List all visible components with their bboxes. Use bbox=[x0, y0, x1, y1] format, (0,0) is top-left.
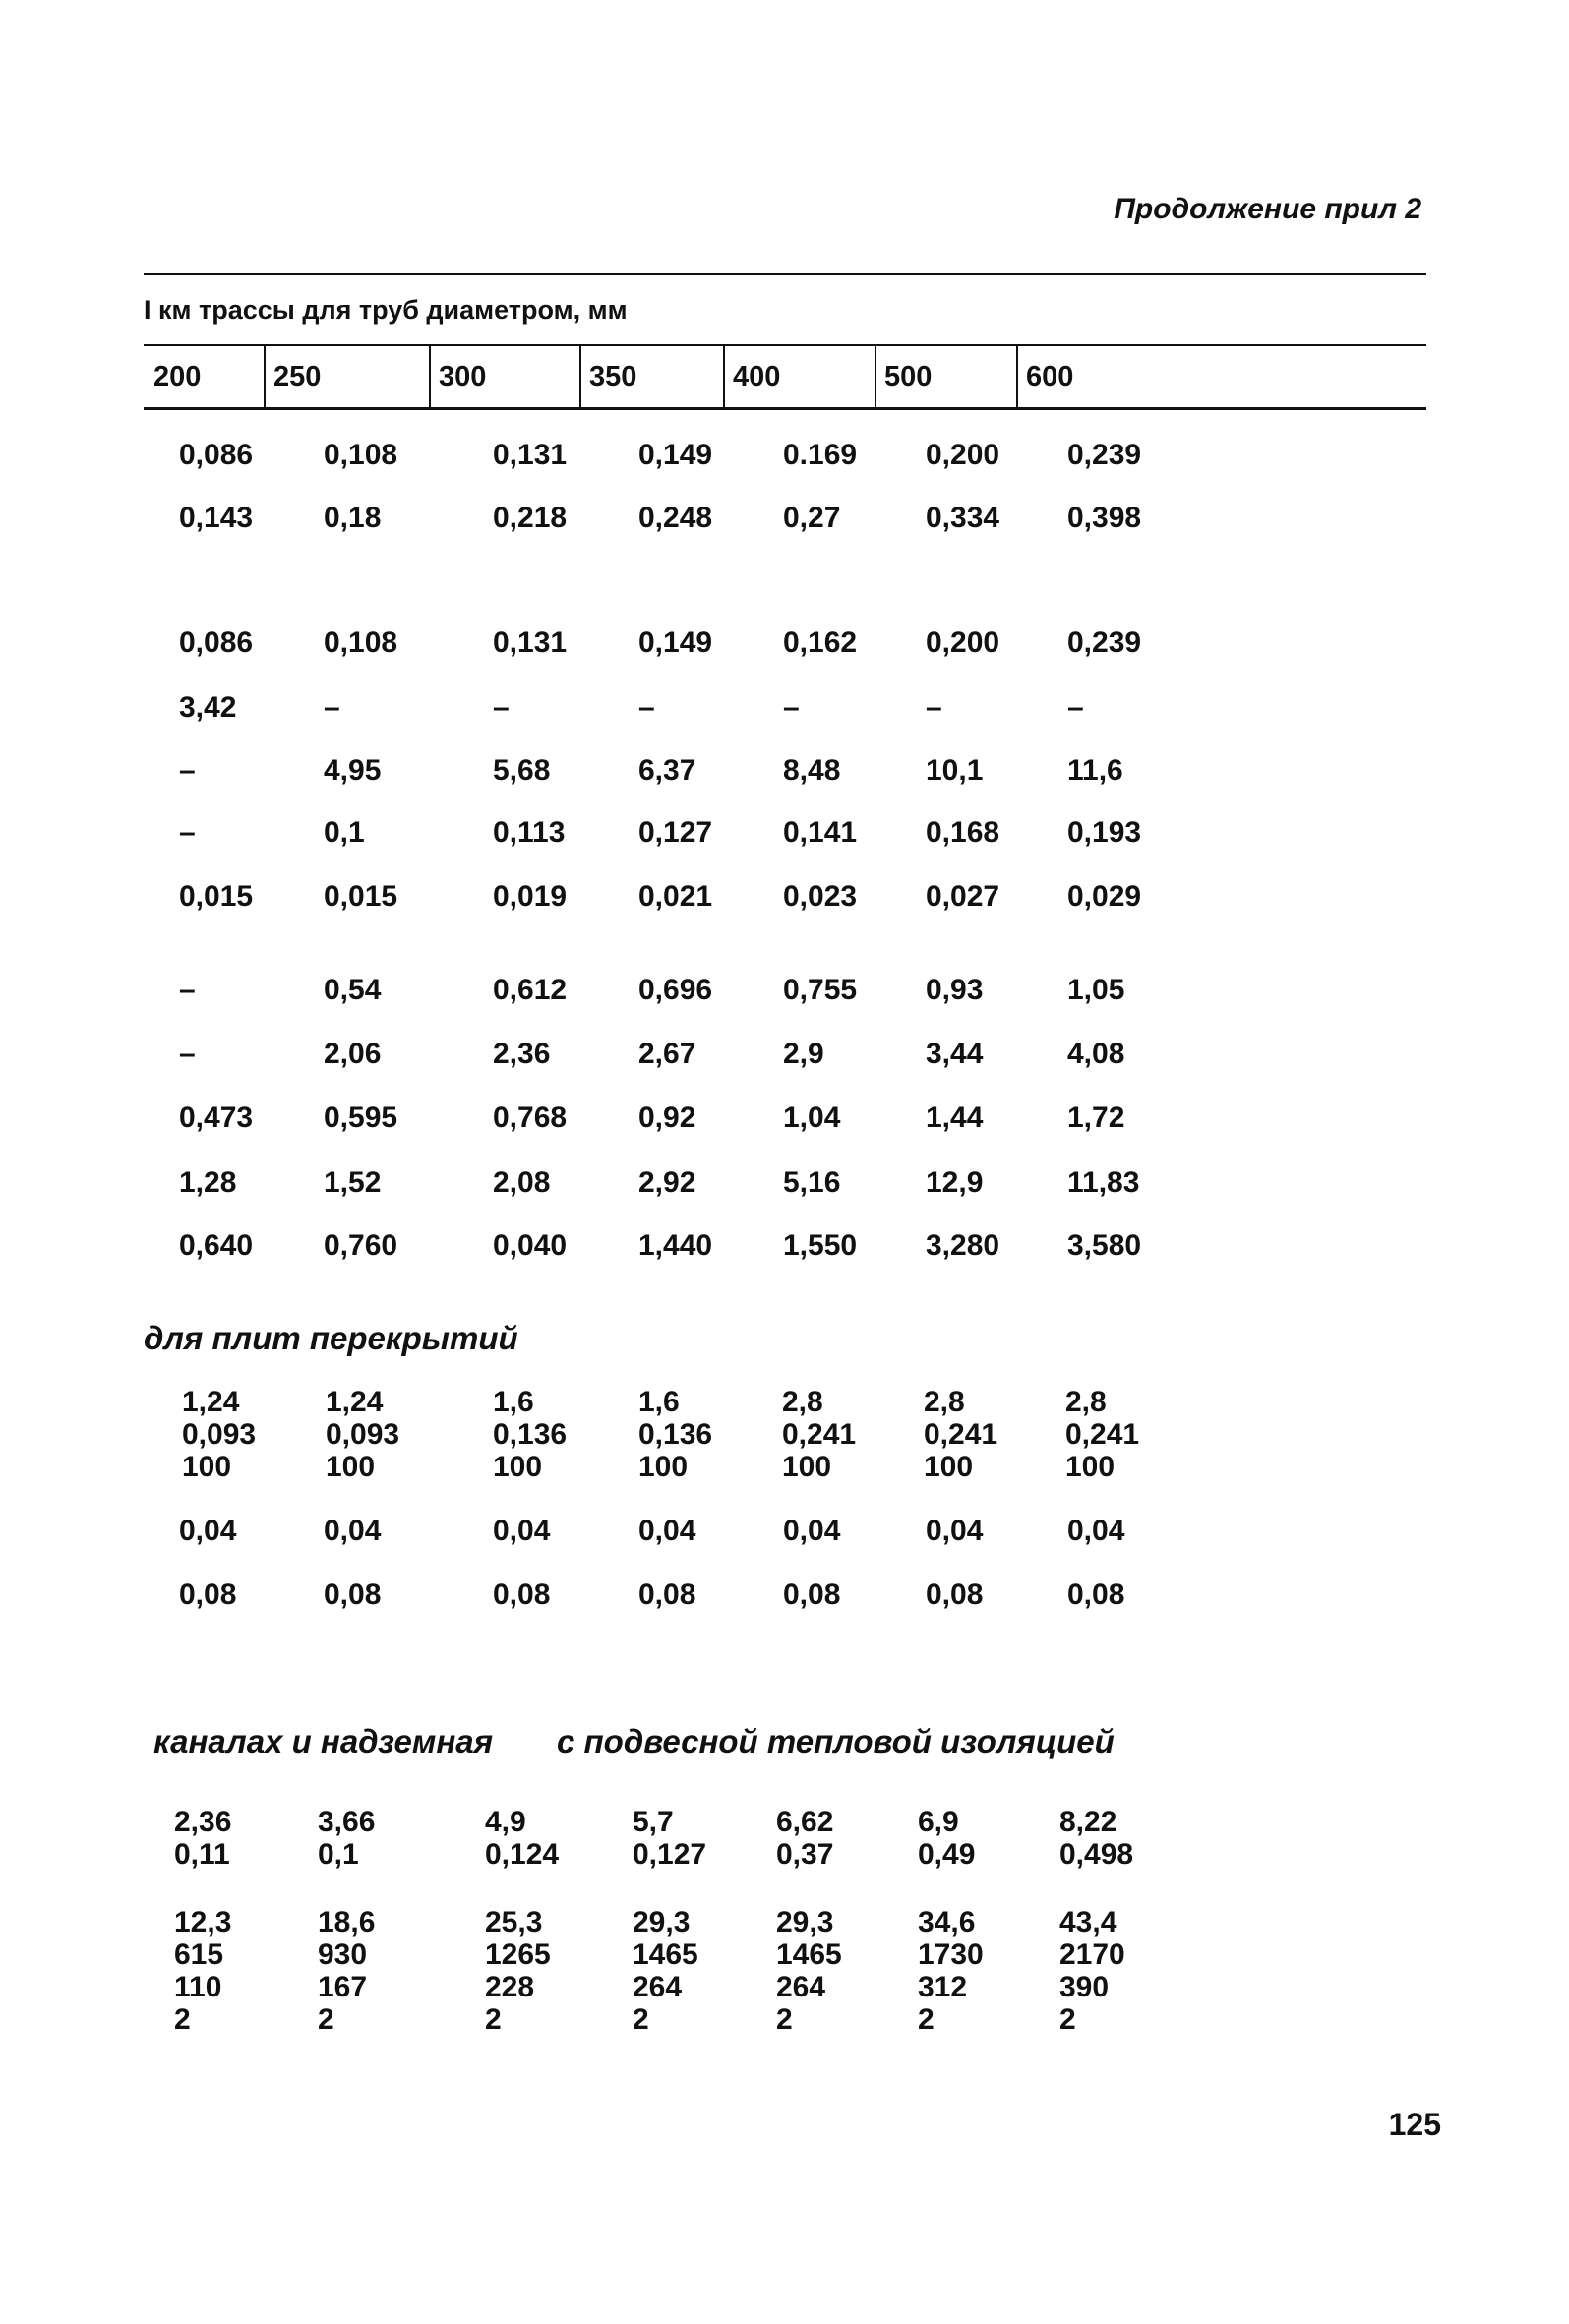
stacked-cell bbox=[776, 1806, 833, 1871]
table-cell: 0,04 bbox=[179, 1515, 237, 1547]
stacked-value: 2,8 bbox=[1065, 1386, 1107, 1418]
page-number: 125 bbox=[1388, 2107, 1441, 2142]
stacked-value: 100 bbox=[493, 1451, 543, 1483]
table-cell: – bbox=[926, 691, 942, 724]
table-cell: 3,44 bbox=[926, 1038, 984, 1070]
table-cell: 0,768 bbox=[493, 1102, 568, 1134]
table-cell: 0,760 bbox=[324, 1229, 398, 1262]
table-cell: 0,08 bbox=[493, 1579, 551, 1611]
table-cell: 0,027 bbox=[926, 880, 1000, 913]
stacked-value: 1730 bbox=[918, 1938, 984, 1971]
continuation-header: Продолжение прил 2 bbox=[1114, 193, 1421, 225]
table-cell: 0,021 bbox=[638, 880, 713, 913]
table-cell: 0,149 bbox=[638, 439, 713, 471]
stacked-value: 1,24 bbox=[182, 1386, 240, 1418]
table-cell: 0,04 bbox=[1067, 1515, 1125, 1547]
column-divider bbox=[264, 346, 266, 407]
table-cell: – bbox=[638, 691, 655, 724]
table-cell: 0,08 bbox=[324, 1579, 382, 1611]
stacked-cell bbox=[633, 1906, 698, 2036]
diameter-header-cell: 500 bbox=[884, 360, 933, 392]
table-cell: 0,93 bbox=[926, 974, 984, 1006]
stacked-value: 110 bbox=[174, 1971, 222, 2003]
table-cell: 5,68 bbox=[493, 754, 551, 787]
column-divider bbox=[429, 346, 431, 407]
stacked-value: 18,6 bbox=[318, 1906, 376, 1938]
table-cell: 0,08 bbox=[638, 1579, 696, 1611]
stacked-value: 2 bbox=[776, 2003, 793, 2036]
table-cell: 0,1 bbox=[324, 816, 365, 849]
table-cell: 5,16 bbox=[783, 1166, 841, 1199]
stacked-value: 100 bbox=[1065, 1451, 1116, 1483]
section-title-channels: каналах и надземная bbox=[153, 1723, 494, 1759]
table-caption: I км трассы для труб диаметром, мм bbox=[144, 295, 628, 325]
table-cell: 0,019 bbox=[493, 880, 568, 913]
table-cell: 10,1 bbox=[926, 754, 984, 787]
stacked-value: 5,7 bbox=[633, 1806, 674, 1838]
table-cell: – bbox=[1067, 691, 1084, 724]
stacked-value: 29,3 bbox=[776, 1906, 834, 1938]
table-cell: 12,9 bbox=[926, 1166, 984, 1199]
table-cell: 0,143 bbox=[179, 502, 254, 534]
table-cell: 4,95 bbox=[324, 754, 382, 787]
table-cell: 0,040 bbox=[493, 1229, 568, 1262]
stacked-value: 2 bbox=[174, 2003, 191, 2036]
table-cell: 11,83 bbox=[1067, 1166, 1140, 1199]
table-cell: 3,42 bbox=[179, 691, 237, 724]
table-cell: 1,72 bbox=[1067, 1102, 1125, 1134]
table-cell: 0,029 bbox=[1067, 880, 1142, 913]
stacked-value: 2,8 bbox=[782, 1386, 823, 1418]
table-cell: 0,015 bbox=[179, 880, 254, 913]
stacked-value: 0,241 bbox=[782, 1418, 857, 1451]
table-cell: 0,04 bbox=[493, 1515, 551, 1547]
diameter-header-cell: 600 bbox=[1026, 360, 1074, 392]
stacked-value: 100 bbox=[182, 1451, 232, 1483]
stacked-value: 29,3 bbox=[633, 1906, 691, 1938]
stacked-cell bbox=[493, 1386, 567, 1483]
stacked-cell bbox=[918, 1806, 975, 1871]
stacked-value: 1265 bbox=[485, 1938, 551, 1971]
table-cell: 1,44 bbox=[926, 1102, 984, 1134]
table-cell: – bbox=[324, 691, 340, 724]
stacked-cell bbox=[1065, 1386, 1139, 1483]
stacked-cell bbox=[633, 1806, 706, 1871]
table-cell: 0,193 bbox=[1067, 816, 1142, 849]
stacked-value: 2 bbox=[1059, 2003, 1076, 2036]
stacked-value: 1465 bbox=[776, 1938, 842, 1971]
stacked-value: 43,4 bbox=[1059, 1906, 1117, 1938]
table-cell: – bbox=[493, 691, 510, 724]
stacked-value: 0,37 bbox=[776, 1838, 834, 1871]
table-cell: 2,9 bbox=[783, 1038, 824, 1070]
stacked-cell bbox=[776, 1906, 842, 2036]
header-rule-bottom bbox=[144, 407, 1426, 410]
table-cell: 4,08 bbox=[1067, 1038, 1125, 1070]
stacked-value: 0,124 bbox=[485, 1838, 560, 1871]
top-rule bbox=[144, 273, 1426, 275]
stacked-cell bbox=[485, 1906, 551, 2036]
table-cell: 0,239 bbox=[1067, 626, 1142, 659]
table-cell: 3,280 bbox=[926, 1229, 1000, 1262]
table-cell: 0,113 bbox=[493, 816, 566, 849]
table-cell: – bbox=[179, 816, 196, 849]
table-cell: 0,168 bbox=[926, 816, 1000, 849]
stacked-cell bbox=[174, 1906, 231, 2036]
diameter-header-cell: 250 bbox=[273, 360, 322, 392]
stacked-value: 100 bbox=[326, 1451, 376, 1483]
table-cell: 0.169 bbox=[783, 439, 858, 471]
table-cell: 1,52 bbox=[324, 1166, 382, 1199]
stacked-value: 1,6 bbox=[493, 1386, 534, 1418]
stacked-value: 0,49 bbox=[918, 1838, 976, 1871]
table-cell: – bbox=[179, 754, 196, 787]
table-cell: 0,248 bbox=[638, 502, 713, 534]
stacked-cell bbox=[182, 1386, 256, 1483]
stacked-value: 2 bbox=[633, 2003, 649, 2036]
table-cell: 0,612 bbox=[493, 974, 568, 1006]
column-divider bbox=[723, 346, 725, 407]
table-cell: 0,04 bbox=[324, 1515, 382, 1547]
table-cell: 0,755 bbox=[783, 974, 858, 1006]
table-cell: 1,04 bbox=[783, 1102, 841, 1134]
stacked-value: 0,136 bbox=[638, 1418, 713, 1451]
table-cell: 0,108 bbox=[324, 626, 398, 659]
table-cell: 0,27 bbox=[783, 502, 841, 534]
table-cell: 0,04 bbox=[926, 1515, 984, 1547]
stacked-value: 8,22 bbox=[1059, 1806, 1117, 1838]
diameter-header-row bbox=[144, 346, 1426, 407]
stacked-value: 1,6 bbox=[638, 1386, 680, 1418]
stacked-cell bbox=[485, 1806, 559, 1871]
table-cell: 11,6 bbox=[1067, 754, 1123, 787]
stacked-value: 1465 bbox=[633, 1938, 698, 1971]
table-cell: 3,580 bbox=[1067, 1229, 1142, 1262]
stacked-value: 167 bbox=[318, 1971, 368, 2003]
stacked-value: 0,11 bbox=[174, 1838, 230, 1871]
stacked-value: 25,3 bbox=[485, 1906, 543, 1938]
stacked-value: 930 bbox=[318, 1938, 368, 1971]
table-cell: 0,015 bbox=[324, 880, 398, 913]
table-cell: 0,08 bbox=[1067, 1579, 1125, 1611]
table-cell: 0,127 bbox=[638, 816, 713, 849]
stacked-value: 100 bbox=[638, 1451, 689, 1483]
stacked-value: 615 bbox=[174, 1938, 224, 1971]
stacked-value: 2 bbox=[318, 2003, 334, 2036]
table-cell: 0,08 bbox=[179, 1579, 237, 1611]
stacked-cell bbox=[918, 1906, 984, 2036]
table-cell: 0,398 bbox=[1067, 502, 1142, 534]
table-cell: 2,92 bbox=[638, 1166, 696, 1199]
section-title-floor-slabs: для плит перекрытий bbox=[144, 1320, 518, 1356]
stacked-value: 3,66 bbox=[318, 1806, 376, 1838]
table-cell: 0,640 bbox=[179, 1229, 254, 1262]
stacked-cell bbox=[924, 1386, 997, 1483]
stacked-value: 264 bbox=[776, 1971, 826, 2003]
table-cell: 0,086 bbox=[179, 626, 254, 659]
table-cell: 0,08 bbox=[926, 1579, 984, 1611]
table-cell: 0,086 bbox=[179, 439, 254, 471]
table-cell: 2,08 bbox=[493, 1166, 551, 1199]
table-cell: 1,05 bbox=[1067, 974, 1125, 1006]
table-cell: 0,023 bbox=[783, 880, 858, 913]
stacked-value: 0,093 bbox=[182, 1418, 257, 1451]
table-cell: 0,696 bbox=[638, 974, 713, 1006]
stacked-value: 100 bbox=[782, 1451, 832, 1483]
stacked-value: 34,6 bbox=[918, 1906, 976, 1938]
table-cell: 2,36 bbox=[493, 1038, 551, 1070]
table-cell: 8,48 bbox=[783, 754, 841, 787]
column-divider bbox=[1016, 346, 1018, 407]
table-cell: 0,200 bbox=[926, 626, 1000, 659]
table-cell: 0,149 bbox=[638, 626, 713, 659]
table-cell: – bbox=[783, 691, 800, 724]
stacked-cell bbox=[318, 1806, 375, 1871]
table-cell: 2,06 bbox=[324, 1038, 382, 1070]
table-cell: 0,141 bbox=[783, 816, 858, 849]
stacked-value: 0,241 bbox=[1065, 1418, 1140, 1451]
table-cell: 0,473 bbox=[179, 1102, 254, 1134]
stacked-value: 0,093 bbox=[326, 1418, 400, 1451]
table-cell: 0,162 bbox=[783, 626, 858, 659]
table-cell: 0,08 bbox=[783, 1579, 841, 1611]
stacked-value: 2 bbox=[918, 2003, 935, 2036]
table-cell: 1,28 bbox=[179, 1166, 237, 1199]
stacked-value: 264 bbox=[633, 1971, 683, 2003]
table-cell: 0,218 bbox=[493, 502, 568, 534]
stacked-cell bbox=[326, 1386, 399, 1483]
table-cell: 0,239 bbox=[1067, 439, 1142, 471]
column-divider bbox=[579, 346, 581, 407]
column-divider bbox=[875, 346, 876, 407]
stacked-value: 0,241 bbox=[924, 1418, 998, 1451]
stacked-value: 4,9 bbox=[485, 1806, 526, 1838]
table-cell: – bbox=[179, 1038, 196, 1070]
stacked-value: 0,1 bbox=[318, 1838, 359, 1871]
table-cell: 0,92 bbox=[638, 1102, 696, 1134]
table-cell: 0,131 bbox=[493, 439, 568, 471]
table-cell: 0,595 bbox=[324, 1102, 398, 1134]
table-cell: 1,440 bbox=[638, 1229, 713, 1262]
stacked-value: 312 bbox=[918, 1971, 968, 2003]
table-cell: 0,18 bbox=[324, 502, 382, 534]
stacked-cell bbox=[174, 1806, 231, 1871]
stacked-value: 2,8 bbox=[924, 1386, 965, 1418]
diameter-header-cell: 300 bbox=[439, 360, 487, 392]
table-cell: 0,334 bbox=[926, 502, 1000, 534]
stacked-value: 0,498 bbox=[1059, 1838, 1134, 1871]
stacked-value: 1,24 bbox=[326, 1386, 384, 1418]
table-cell: 2,67 bbox=[638, 1038, 696, 1070]
stacked-value: 228 bbox=[485, 1971, 535, 2003]
diameter-header-cell: 200 bbox=[153, 360, 202, 392]
stacked-value: 2 bbox=[485, 2003, 502, 2036]
table-cell: 0,04 bbox=[783, 1515, 841, 1547]
table-cell: 0,131 bbox=[493, 626, 568, 659]
stacked-value: 2170 bbox=[1059, 1938, 1125, 1971]
diameter-header-cell: 350 bbox=[589, 360, 637, 392]
stacked-value: 0,136 bbox=[493, 1418, 568, 1451]
stacked-value: 6,9 bbox=[918, 1806, 959, 1838]
table-cell: 0,54 bbox=[324, 974, 382, 1006]
table-cell: 0,200 bbox=[926, 439, 1000, 471]
stacked-cell bbox=[318, 1906, 375, 2036]
stacked-value: 390 bbox=[1059, 1971, 1110, 2003]
table-cell: 0,04 bbox=[638, 1515, 696, 1547]
stacked-cell bbox=[782, 1386, 856, 1483]
table-cell: 1,550 bbox=[783, 1229, 858, 1262]
table-cell: 0,108 bbox=[324, 439, 398, 471]
diameter-header-cell: 400 bbox=[733, 360, 781, 392]
stacked-cell bbox=[638, 1386, 712, 1483]
stacked-value: 0,127 bbox=[633, 1838, 707, 1871]
stacked-cell bbox=[1059, 1806, 1133, 1871]
stacked-value: 100 bbox=[924, 1451, 974, 1483]
table-cell: – bbox=[179, 974, 196, 1006]
section-title-insulation: с подвесной тепловой изоляцией bbox=[557, 1723, 1115, 1759]
table-cell: 6,37 bbox=[638, 754, 696, 787]
stacked-cell bbox=[1059, 1906, 1125, 2036]
stacked-value: 2,36 bbox=[174, 1806, 232, 1838]
stacked-value: 6,62 bbox=[776, 1806, 834, 1838]
stacked-value: 12,3 bbox=[174, 1906, 232, 1938]
